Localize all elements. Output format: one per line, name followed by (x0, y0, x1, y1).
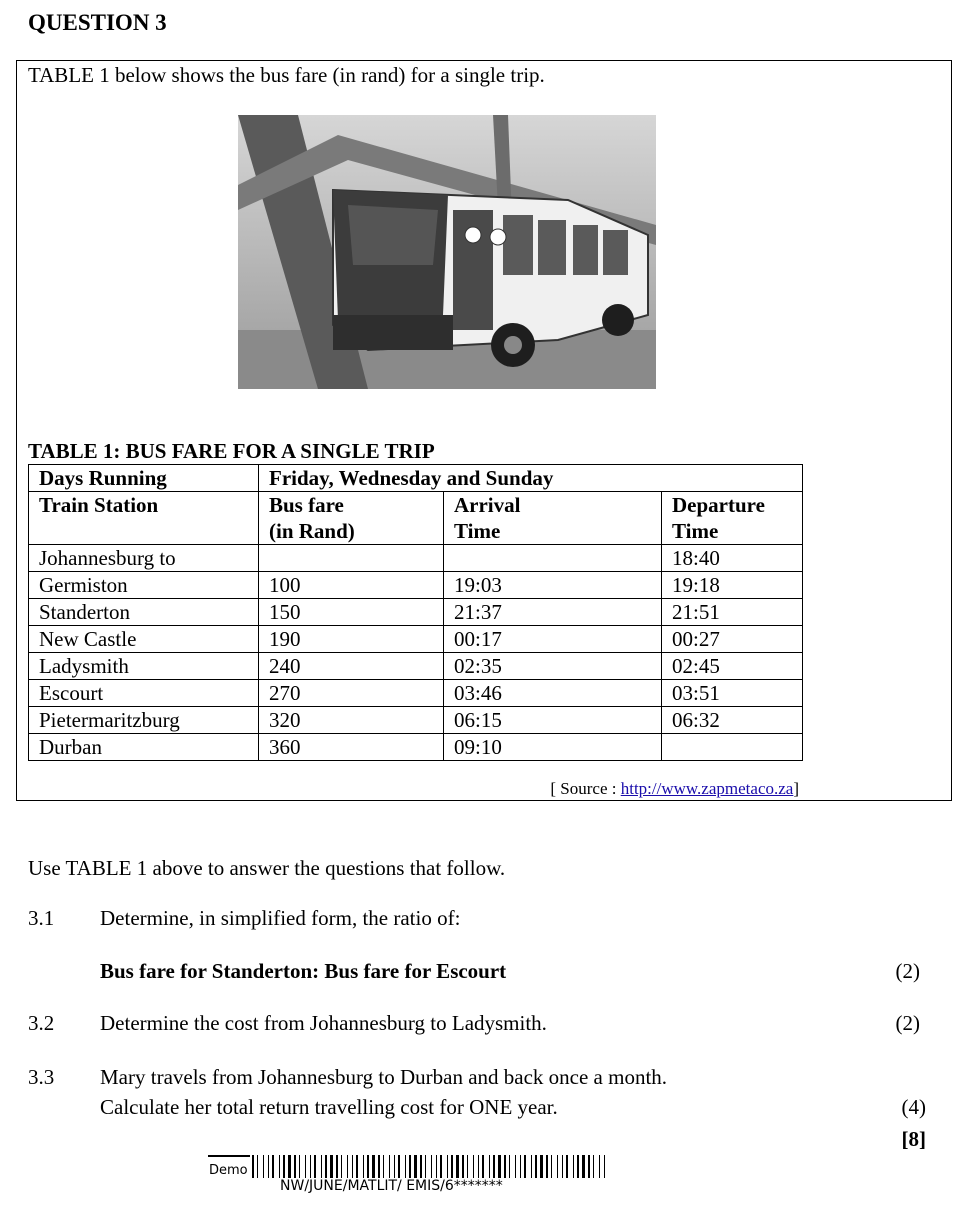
table-row (29, 599, 803, 626)
question-number: 3.3 (28, 1065, 55, 1089)
arrival-cell: 21:37 (444, 599, 662, 626)
station-cell: Durban (29, 734, 259, 761)
arrival-cell: 02:35 (444, 653, 662, 680)
fare-cell: 360 (259, 734, 444, 761)
table-row (29, 680, 803, 707)
total-marks: [8] (901, 1127, 926, 1151)
fare-cell: 150 (259, 599, 444, 626)
departure-cell: 19:18 (662, 572, 803, 599)
departure-cell: 03:51 (662, 680, 803, 707)
arrival-cell: 09:10 (444, 734, 662, 761)
question-number: 3.1 (28, 906, 55, 930)
col-header-departure-line2: Time (672, 519, 719, 543)
question-text: Calculate her total return travelling cost for ONE year. (100, 1095, 558, 1119)
fare-cell: 100 (259, 572, 444, 599)
table-row (29, 465, 803, 492)
source-citation (550, 779, 799, 799)
question-text: Determine, in simplified form, the ratio of: (100, 906, 461, 930)
intro-text: TABLE 1 below shows the bus fare (in rand) for a single trip. (28, 63, 545, 87)
arrival-cell: 00:17 (444, 626, 662, 653)
col-header-fare (259, 492, 444, 545)
fare-cell: 240 (259, 653, 444, 680)
departure-cell: 02:45 (662, 653, 803, 680)
question-marks: (4) (901, 1095, 926, 1119)
col-header-fare-line2: (in Rand) (269, 519, 355, 543)
col-header-departure-line1: Departure (672, 493, 765, 517)
station-cell: Escourt (29, 680, 259, 707)
instruction-text: Use TABLE 1 above to answer the questions that follow. (28, 856, 506, 880)
source-prefix: [ Source : (550, 779, 621, 798)
arrival-cell (444, 545, 662, 572)
col-header-arrival-line1: Arrival (454, 493, 521, 517)
question-title: QUESTION 3 (28, 10, 167, 35)
departure-cell: 06:32 (662, 707, 803, 734)
bus-photo (238, 115, 656, 389)
question-text: Mary travels from Johannesburg to Durban and back once a month. (100, 1065, 668, 1089)
days-running-value: Friday, Wednesday and Sunday (259, 465, 803, 492)
col-header-arrival (444, 492, 662, 545)
question-bold-text: Bus fare for Standerton: Bus fare for Escourt (100, 959, 507, 983)
col-header-fare-line1: Bus fare (269, 493, 344, 517)
station-cell: Johannesburg to (29, 545, 259, 572)
source-suffix: ] (793, 779, 799, 798)
departure-cell: 18:40 (662, 545, 803, 572)
footer-code: NW/JUNE/MATLIT/ EMIS/6******* (280, 1178, 503, 1194)
departure-cell: 00:27 (662, 626, 803, 653)
table-caption: TABLE 1: BUS FARE FOR A SINGLE TRIP (28, 439, 435, 463)
question-marks: (2) (895, 959, 920, 983)
table-row (29, 707, 803, 734)
col-header-departure (662, 492, 803, 545)
arrival-cell: 06:15 (444, 707, 662, 734)
fare-cell: 320 (259, 707, 444, 734)
station-cell: Ladysmith (29, 653, 259, 680)
col-header-station-text: Train Station (39, 493, 159, 517)
fare-cell: 270 (259, 680, 444, 707)
question-number: 3.2 (28, 1011, 55, 1035)
col-header-station (29, 492, 259, 545)
departure-cell: 21:51 (662, 599, 803, 626)
fare-cell: 190 (259, 626, 444, 653)
station-cell: New Castle (29, 626, 259, 653)
table-row (29, 653, 803, 680)
source-link[interactable]: http://www.zapmetaco.za (620, 779, 794, 798)
table-row (29, 545, 803, 572)
barcode (208, 1155, 610, 1178)
station-cell: Pietermaritzburg (29, 707, 259, 734)
station-cell: Standerton (29, 599, 259, 626)
table-row (29, 626, 803, 653)
barcode-demo-label: Demo (209, 1163, 248, 1178)
departure-cell (662, 734, 803, 761)
question-text: Determine the cost from Johannesburg to Ladysmith. (100, 1011, 547, 1035)
question-marks: (2) (895, 1011, 920, 1035)
table-header-row (29, 492, 803, 545)
days-running-header: Days Running (29, 465, 259, 492)
table-row (29, 734, 803, 761)
arrival-cell: 03:46 (444, 680, 662, 707)
arrival-cell: 19:03 (444, 572, 662, 599)
col-header-arrival-line2: Time (454, 519, 501, 543)
station-cell: Germiston (29, 572, 259, 599)
bus-fare-table (28, 464, 803, 761)
fare-cell (259, 545, 444, 572)
table-row (29, 572, 803, 599)
